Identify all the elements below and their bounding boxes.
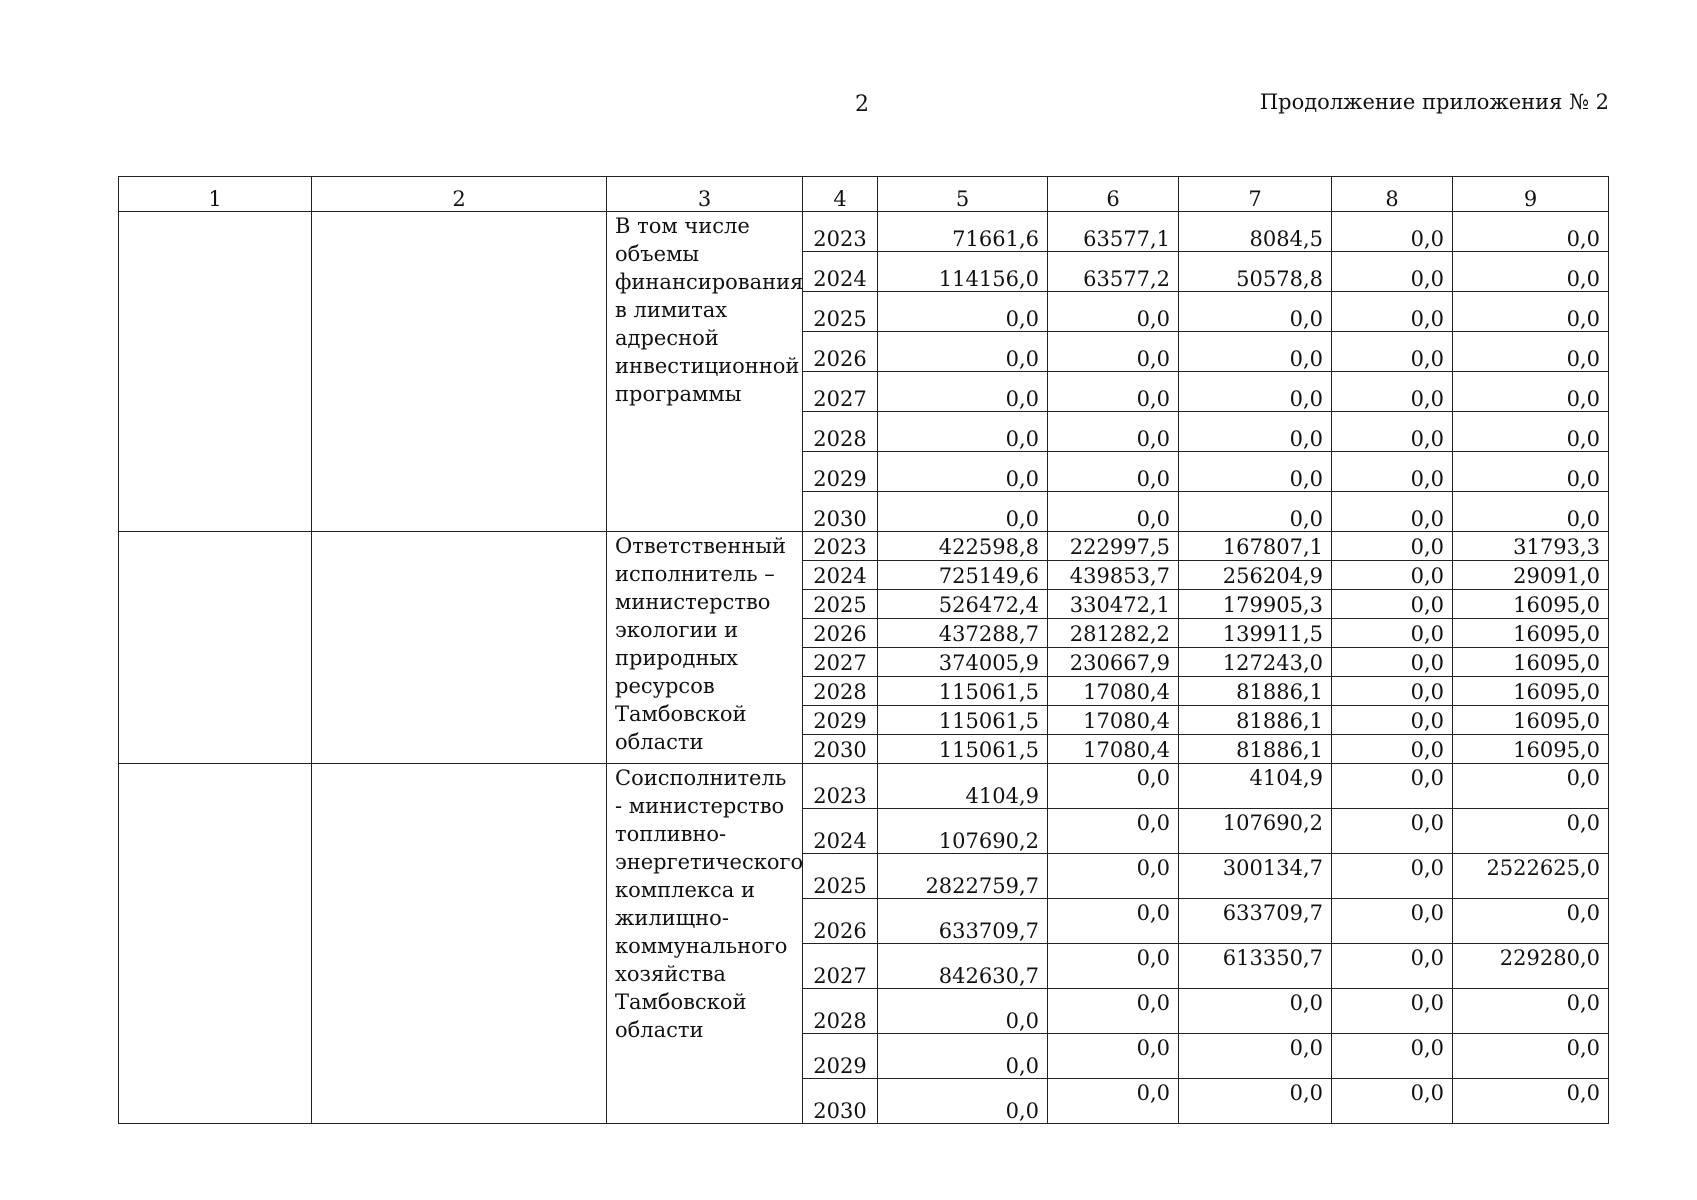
value-cell-col5: 115061,5: [878, 706, 1048, 735]
year-cell: 2027: [803, 944, 878, 989]
value-cell-col8: 0,0: [1332, 492, 1453, 532]
table-row: [119, 764, 1609, 809]
value-cell-col9: 16095,0: [1453, 735, 1609, 764]
value-cell-col9: 0,0: [1453, 764, 1609, 809]
value-cell-col9: 0,0: [1453, 412, 1609, 452]
value-cell-col7: 0,0: [1179, 1079, 1332, 1124]
value-cell-col9: 0,0: [1453, 809, 1609, 854]
value-cell-col5: 526472,4: [878, 590, 1048, 619]
value-cell-col6: 0,0: [1048, 764, 1179, 809]
value-cell-col7: 50578,8: [1179, 252, 1332, 292]
value-cell-col5: 115061,5: [878, 735, 1048, 764]
value-cell-col5: 374005,9: [878, 648, 1048, 677]
value-cell-col5: 107690,2: [878, 809, 1048, 854]
value-cell-col8: 0,0: [1332, 944, 1453, 989]
value-cell-col7: 107690,2: [1179, 809, 1332, 854]
column-number-row: [119, 177, 1609, 212]
column-header-9: 9: [1453, 177, 1609, 212]
year-cell: 2025: [803, 292, 878, 332]
value-cell-col6: 281282,2: [1048, 619, 1179, 648]
value-cell-col5: 0,0: [878, 332, 1048, 372]
group-description: Соисполнитель - министерство топливно-энергетического комплекса и жилищно-коммунального хозяйства Тамбовской области: [607, 764, 803, 1124]
value-cell-col6: 439853,7: [1048, 561, 1179, 590]
value-cell-col9: 0,0: [1453, 452, 1609, 492]
value-cell-col5: 71661,6: [878, 212, 1048, 252]
value-cell-col9: 0,0: [1453, 212, 1609, 252]
value-cell-col9: 229280,0: [1453, 944, 1609, 989]
value-cell-col9: 16095,0: [1453, 590, 1609, 619]
value-cell-col7: 0,0: [1179, 292, 1332, 332]
value-cell-col5: 2822759,7: [878, 854, 1048, 899]
value-cell-col7: 0,0: [1179, 332, 1332, 372]
year-cell: 2029: [803, 706, 878, 735]
value-cell-col7: 0,0: [1179, 492, 1332, 532]
value-cell-col7: 179905,3: [1179, 590, 1332, 619]
column-header-3: 3: [607, 177, 803, 212]
value-cell-col6: 63577,1: [1048, 212, 1179, 252]
value-cell-col7: 167807,1: [1179, 532, 1332, 561]
value-cell-col5: 0,0: [878, 292, 1048, 332]
value-cell-col5: 0,0: [878, 1034, 1048, 1079]
value-cell-col7: 300134,7: [1179, 854, 1332, 899]
value-cell-col5: 0,0: [878, 412, 1048, 452]
year-cell: 2025: [803, 590, 878, 619]
value-cell-col9: 16095,0: [1453, 706, 1609, 735]
value-cell-col7: 0,0: [1179, 1034, 1332, 1079]
value-cell-col8: 0,0: [1332, 332, 1453, 372]
value-cell-col7: 4104,9: [1179, 764, 1332, 809]
value-cell-col6: 0,0: [1048, 1079, 1179, 1124]
value-cell-col6: 17080,4: [1048, 735, 1179, 764]
value-cell-col5: 115061,5: [878, 677, 1048, 706]
table-row: [119, 532, 1609, 561]
year-cell: 2028: [803, 989, 878, 1034]
table-body: [119, 212, 1609, 1124]
value-cell-col8: 0,0: [1332, 412, 1453, 452]
value-cell-col7: 127243,0: [1179, 648, 1332, 677]
value-cell-col8: 0,0: [1332, 706, 1453, 735]
value-cell-col7: 81886,1: [1179, 735, 1332, 764]
value-cell-col7: 0,0: [1179, 372, 1332, 412]
value-cell-col7: 633709,7: [1179, 899, 1332, 944]
value-cell-col6: 0,0: [1048, 292, 1179, 332]
table-row: [119, 212, 1609, 252]
appendix-continuation-label: Продолжение приложения № 2: [1259, 90, 1609, 114]
cell-col2-empty: [312, 764, 607, 1124]
value-cell-col5: 437288,7: [878, 619, 1048, 648]
cell-col2-empty: [312, 532, 607, 764]
value-cell-col5: 114156,0: [878, 252, 1048, 292]
value-cell-col5: 0,0: [878, 452, 1048, 492]
value-cell-col8: 0,0: [1332, 532, 1453, 561]
value-cell-col6: 230667,9: [1048, 648, 1179, 677]
value-cell-col6: 17080,4: [1048, 677, 1179, 706]
value-cell-col6: 222997,5: [1048, 532, 1179, 561]
value-cell-col9: 0,0: [1453, 492, 1609, 532]
value-cell-col5: 0,0: [878, 1079, 1048, 1124]
column-header-2: 2: [312, 177, 607, 212]
year-cell: 2026: [803, 899, 878, 944]
year-cell: 2030: [803, 492, 878, 532]
column-header-6: 6: [1048, 177, 1179, 212]
page-number: 2: [855, 92, 869, 117]
year-cell: 2026: [803, 332, 878, 372]
value-cell-col9: 0,0: [1453, 372, 1609, 412]
value-cell-col7: 613350,7: [1179, 944, 1332, 989]
value-cell-col8: 0,0: [1332, 252, 1453, 292]
value-cell-col9: 31793,3: [1453, 532, 1609, 561]
year-cell: 2024: [803, 252, 878, 292]
column-header-4: 4: [803, 177, 878, 212]
value-cell-col5: 4104,9: [878, 764, 1048, 809]
value-cell-col8: 0,0: [1332, 372, 1453, 412]
value-cell-col5: 633709,7: [878, 899, 1048, 944]
year-cell: 2023: [803, 532, 878, 561]
value-cell-col7: 81886,1: [1179, 677, 1332, 706]
value-cell-col7: 8084,5: [1179, 212, 1332, 252]
value-cell-col9: 2522625,0: [1453, 854, 1609, 899]
value-cell-col8: 0,0: [1332, 989, 1453, 1034]
value-cell-col9: 0,0: [1453, 989, 1609, 1034]
value-cell-col5: 0,0: [878, 989, 1048, 1034]
year-cell: 2023: [803, 764, 878, 809]
value-cell-col7: 81886,1: [1179, 706, 1332, 735]
value-cell-col6: 0,0: [1048, 1034, 1179, 1079]
group-description: Ответственный исполнитель – министерство экологии и природных ресурсов Тамбовской области: [607, 532, 803, 764]
value-cell-col9: 0,0: [1453, 252, 1609, 292]
cell-col1-empty: [119, 764, 312, 1124]
column-header-8: 8: [1332, 177, 1453, 212]
value-cell-col5: 422598,8: [878, 532, 1048, 561]
column-header-1: 1: [119, 177, 312, 212]
value-cell-col6: 0,0: [1048, 899, 1179, 944]
value-cell-col6: 0,0: [1048, 944, 1179, 989]
value-cell-col8: 0,0: [1332, 1079, 1453, 1124]
value-cell-col8: 0,0: [1332, 212, 1453, 252]
value-cell-col9: 16095,0: [1453, 677, 1609, 706]
value-cell-col5: 725149,6: [878, 561, 1048, 590]
value-cell-col7: 0,0: [1179, 989, 1332, 1034]
value-cell-col6: 0,0: [1048, 332, 1179, 372]
value-cell-col8: 0,0: [1332, 648, 1453, 677]
year-cell: 2027: [803, 648, 878, 677]
year-cell: 2024: [803, 561, 878, 590]
value-cell-col8: 0,0: [1332, 561, 1453, 590]
year-cell: 2028: [803, 412, 878, 452]
value-cell-col6: 63577,2: [1048, 252, 1179, 292]
column-header-7: 7: [1179, 177, 1332, 212]
value-cell-col9: 0,0: [1453, 1034, 1609, 1079]
value-cell-col8: 0,0: [1332, 452, 1453, 492]
value-cell-col8: 0,0: [1332, 735, 1453, 764]
value-cell-col7: 0,0: [1179, 452, 1332, 492]
value-cell-col6: 0,0: [1048, 372, 1179, 412]
year-cell: 2024: [803, 809, 878, 854]
value-cell-col9: 0,0: [1453, 1079, 1609, 1124]
value-cell-col6: 0,0: [1048, 412, 1179, 452]
year-cell: 2026: [803, 619, 878, 648]
value-cell-col8: 0,0: [1332, 809, 1453, 854]
value-cell-col6: 0,0: [1048, 989, 1179, 1034]
value-cell-col6: 0,0: [1048, 452, 1179, 492]
value-cell-col5: 842630,7: [878, 944, 1048, 989]
year-cell: 2029: [803, 1034, 878, 1079]
value-cell-col9: 16095,0: [1453, 619, 1609, 648]
value-cell-col6: 0,0: [1048, 809, 1179, 854]
value-cell-col8: 0,0: [1332, 292, 1453, 332]
value-cell-col5: 0,0: [878, 372, 1048, 412]
year-cell: 2023: [803, 212, 878, 252]
value-cell-col9: 29091,0: [1453, 561, 1609, 590]
value-cell-col8: 0,0: [1332, 764, 1453, 809]
value-cell-col6: 17080,4: [1048, 706, 1179, 735]
cell-col1-empty: [119, 212, 312, 532]
value-cell-col7: 139911,5: [1179, 619, 1332, 648]
value-cell-col9: 16095,0: [1453, 648, 1609, 677]
column-header-5: 5: [878, 177, 1048, 212]
year-cell: 2028: [803, 677, 878, 706]
year-cell: 2030: [803, 735, 878, 764]
value-cell-col6: 0,0: [1048, 492, 1179, 532]
value-cell-col9: 0,0: [1453, 332, 1609, 372]
value-cell-col8: 0,0: [1332, 854, 1453, 899]
value-cell-col6: 330472,1: [1048, 590, 1179, 619]
value-cell-col8: 0,0: [1332, 590, 1453, 619]
cell-col1-empty: [119, 532, 312, 764]
group-description: В том числе объемы финансирования в лимитах адресной инвестиционной программы: [607, 212, 803, 532]
year-cell: 2030: [803, 1079, 878, 1124]
value-cell-col9: 0,0: [1453, 292, 1609, 332]
value-cell-col8: 0,0: [1332, 677, 1453, 706]
funding-table: [118, 176, 1609, 1124]
year-cell: 2029: [803, 452, 878, 492]
cell-col2-empty: [312, 212, 607, 532]
value-cell-col8: 0,0: [1332, 1034, 1453, 1079]
value-cell-col8: 0,0: [1332, 899, 1453, 944]
value-cell-col7: 0,0: [1179, 412, 1332, 452]
value-cell-col9: 0,0: [1453, 899, 1609, 944]
value-cell-col7: 256204,9: [1179, 561, 1332, 590]
year-cell: 2027: [803, 372, 878, 412]
value-cell-col6: 0,0: [1048, 854, 1179, 899]
year-cell: 2025: [803, 854, 878, 899]
value-cell-col8: 0,0: [1332, 619, 1453, 648]
value-cell-col5: 0,0: [878, 492, 1048, 532]
